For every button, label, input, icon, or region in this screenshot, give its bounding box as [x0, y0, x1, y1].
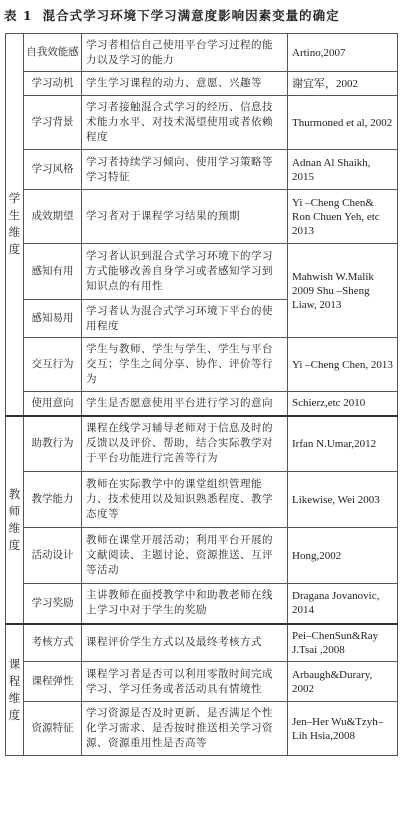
source-cell: 谢宜军，2002	[288, 72, 398, 96]
definition-cell: 学生学习课程的动力、意愿、兴趣等	[82, 72, 288, 96]
definition-cell: 教师在实际教学中的课堂组织管理能力、技术使用以及知识熟悉程度、教学态度等	[82, 472, 288, 528]
definition-cell: 学习资源是否及时更新、是否满足个性化学习需求、是否按时推送相关学习资源、资源重用性是否高等	[82, 702, 288, 756]
table-row	[6, 190, 398, 244]
variable-cell: 学习动机	[24, 72, 82, 96]
variable-cell: 教学能力	[24, 472, 82, 528]
table-row	[6, 702, 398, 756]
definition-cell: 学习者持续学习倾向、使用学习策略等学习特征	[82, 150, 288, 190]
definition-cell: 学习者对于课程学习结果的预期	[82, 190, 288, 244]
table-row	[6, 472, 398, 528]
variable-cell: 资源特征	[24, 702, 82, 756]
table-row	[6, 244, 398, 300]
table-row	[6, 96, 398, 150]
source-cell: Arbaugh&Durary, 2002	[288, 662, 398, 702]
definition-cell: 学生与教师、学生与学生、学生与平台交互；学生之间分享、协作、评价等行为	[82, 338, 288, 392]
variable-cell: 学习风格	[24, 150, 82, 190]
source-cell: Yi –Cheng Chen, 2013	[288, 338, 398, 392]
table-row	[6, 34, 398, 72]
source-cell: Jen–Her Wu&Tzyh–Lih Hsia,2008	[288, 702, 398, 756]
definition-cell: 课程学习者是否可以利用零散时间完成学习、学习任务或者活动具有情境性	[82, 662, 288, 702]
variable-cell: 学习奖励	[24, 584, 82, 624]
source-cell: Pei–ChenSun&Ray J.Tsai ,2008	[288, 624, 398, 662]
source-cell: Thurmoned et al, 2002	[288, 96, 398, 150]
table-title: 混合式学习环境下学习满意度影响因素变量的确定	[42, 8, 340, 23]
variable-cell: 感知易用	[24, 300, 82, 338]
variable-cell: 课程弹性	[24, 662, 82, 702]
variable-cell: 助教行为	[24, 416, 82, 472]
table-row	[6, 528, 398, 584]
table-row	[6, 662, 398, 702]
table-row	[6, 624, 398, 662]
source-cell: Dragana Jovanovic, 2014	[288, 584, 398, 624]
variable-cell: 活动设计	[24, 528, 82, 584]
dimension-cell: 教师维度	[6, 416, 24, 624]
variable-cell: 成效期望	[24, 190, 82, 244]
dimension-cell: 学生维度	[6, 34, 24, 416]
dimension-cell: 课程维度	[6, 624, 24, 756]
definition-cell: 学习者认为混合式学习环境下平台的使用程度	[82, 300, 288, 338]
definition-cell: 学习者接触混合式学习的经历、信息技术能力水平、对技术渴望使用或者依赖程度	[82, 96, 288, 150]
definition-cell: 学生是否愿意使用平台进行学习的意向	[82, 392, 288, 416]
source-cell: Artino,2007	[288, 34, 398, 72]
table-row	[6, 150, 398, 190]
table-row	[6, 584, 398, 624]
table-row	[6, 72, 398, 96]
source-cell: Mahwish W.Malik 2009 Shu –Sheng Liaw, 2013	[288, 244, 398, 338]
definition-cell: 学习者认识到混合式学习环境下的学习方式能够改善自身学习或者感知学习到知识点的有用性	[82, 244, 288, 300]
variable-cell: 自我效能感	[24, 34, 82, 72]
source-cell: Adnan Al Shaikh, 2015	[288, 150, 398, 190]
definition-cell: 主讲教师在面授教学中和助教老师在线上学习中对于学生的奖励	[82, 584, 288, 624]
definition-cell: 课程评价学生方式以及最终考核方式	[82, 624, 288, 662]
variable-cell: 考核方式	[24, 624, 82, 662]
factor-table	[5, 33, 398, 756]
source-cell: Irfan N.Umar,2012	[288, 416, 398, 472]
variable-cell: 感知有用	[24, 244, 82, 300]
definition-cell: 教师在课堂开展活动；利用平台开展的文献阅读、主题讨论、资源推送、互评等活动	[82, 528, 288, 584]
source-cell: Schierz,etc 2010	[288, 392, 398, 416]
table-number: 表 1	[4, 8, 33, 23]
table-row	[6, 416, 398, 472]
table-row	[6, 338, 398, 392]
source-cell: Likewise, Wei 2003	[288, 472, 398, 528]
definition-cell: 课程在线学习辅导老师对于信息及时的反馈以及评价、帮助，结合实际教学对于平台功能进行完善等行为	[82, 416, 288, 472]
variable-cell: 使用意向	[24, 392, 82, 416]
table-row	[6, 392, 398, 416]
variable-cell: 学习背景	[24, 96, 82, 150]
definition-cell: 学习者相信自己使用平台学习过程的能力以及学习的能力	[82, 34, 288, 72]
variable-cell: 交互行为	[24, 338, 82, 392]
source-cell: Yi –Cheng Chen& Ron Chuen Yeh, etc 2013	[288, 190, 398, 244]
table-caption	[4, 6, 399, 24]
source-cell: Hong,2002	[288, 528, 398, 584]
